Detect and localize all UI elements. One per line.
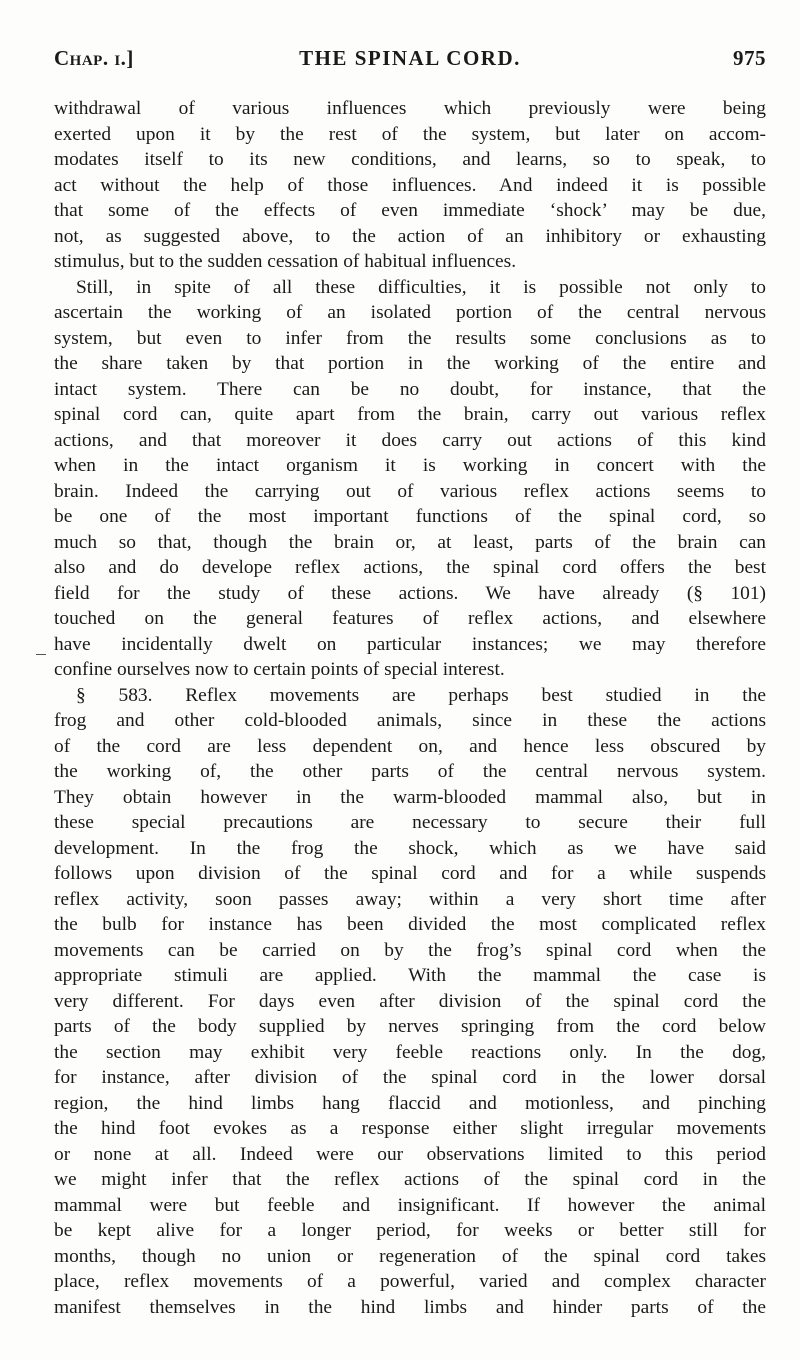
text-line: actions, and that moreover it does carry out actions of this kind [54, 429, 766, 451]
text-line: They obtain however in the warm-blooded mammal also, but in [54, 786, 766, 808]
text-line: have incidentally dwelt on particular instances; we may therefore [54, 633, 766, 655]
page-number: 975 [733, 46, 766, 70]
text-line: of the cord are less dependent on, and hence less obscured by [54, 735, 766, 757]
body-text [54, 96, 766, 1320]
text-line: place, reflex movements of a powerful, varied and complex character [54, 1271, 766, 1292]
text-line: the bulb for instance has been divided the most complicated reflex [54, 914, 766, 935]
chapter-label: Chap. i.] [54, 46, 134, 70]
text-line: parts of the body supplied by nerves springing from the cord below [54, 1016, 766, 1037]
margin-mark [36, 654, 46, 655]
text-line: we might infer that the reflex actions of the spinal cord in the [54, 1169, 766, 1190]
text-line: also and do develope reflex actions, the spinal cord offers the best [54, 557, 766, 578]
text-line: intact system. There can be no doubt, for instance, that the [54, 378, 766, 400]
text-line: touched on the general features of reflex actions, and elsewhere [54, 608, 766, 629]
text-line: exerted upon it by the rest of the system, but later on accom- [54, 123, 766, 145]
text-line: the working of, the other parts of the central nervous system. [54, 761, 766, 782]
text-line: development. In the frog the shock, which as we have said [54, 837, 766, 859]
text-line: the hind foot evokes as a response either slight irregular movements [54, 1118, 766, 1139]
text-line: manifest themselves in the hind limbs and hinder parts of the [54, 1296, 766, 1318]
text-line: mammal were but feeble and insignificant. If however the animal [54, 1194, 766, 1216]
text-line: act without the help of those influences. And indeed it is possible [54, 174, 766, 196]
text-line: field for the study of these actions. We have already (§ 101) [54, 582, 766, 604]
text-line: when in the intact organism it is working in concert with the [54, 455, 766, 476]
text-line: for instance, after division of the spinal cord in the lower dorsal [54, 1067, 766, 1088]
text-line: withdrawal of various influences which previously were being [54, 98, 766, 119]
text-line: months, though no union or regeneration of the spinal cord takes [54, 1245, 766, 1267]
text-line: very different. For days even after division of the spinal cord the [54, 990, 766, 1012]
text-line: be kept alive for a longer period, for weeks or better still for [54, 1220, 766, 1241]
text-line: region, the hind limbs hang flaccid and motionless, and pinching [54, 1092, 766, 1114]
text-line: confine ourselves now to certain points of special interest. [54, 659, 505, 680]
section-583-start: § 583. Reflex movements are perhaps best studied in the [76, 684, 766, 706]
text-line: brain. Indeed the carrying out of various reflex actions seems to [54, 480, 766, 502]
text-line: or none at all. Indeed were our observations limited to this period [54, 1143, 766, 1165]
text-line: stimulus, but to the sudden cessation of habitual influences. [54, 251, 517, 272]
text-line: spinal cord can, quite apart from the brain, carry out various reflex [54, 404, 766, 425]
text-line: ascertain the working of an isolated portion of the central nervous [54, 302, 766, 323]
text-line: system, but even to infer from the results some conclusions as to [54, 327, 766, 349]
text-line: be one of the most important functions of the spinal cord, so [54, 506, 766, 527]
text-line: frog and other cold-blooded animals, since in these the actions [54, 710, 766, 731]
text-line: movements can be carried on by the frog’s spinal cord when the [54, 939, 766, 961]
text-line: that some of the effects of even immediate ‘shock’ may be due, [54, 200, 766, 221]
page-title: THE SPINAL CORD. [299, 46, 521, 70]
running-head [54, 46, 766, 76]
text-line: not, as suggested above, to the action of an inhibitory or exhausting [54, 225, 766, 247]
text-line: the share taken by that portion in the working of the entire and [54, 353, 766, 374]
text-line: much so that, though the brain or, at least, parts of the brain can [54, 531, 766, 553]
text-line: these special precautions are necessary to secure their full [54, 812, 766, 833]
text-line: reflex activity, soon passes away; within a very short time after [54, 888, 766, 910]
text-line: modates itself to its new conditions, and learns, so to speak, to [54, 149, 766, 170]
text-line: appropriate stimuli are applied. With the mammal the case is [54, 965, 766, 986]
paragraph-start: Still, in spite of all these difficulties, it is possible not only to [76, 276, 766, 298]
text-line: the section may exhibit very feeble reactions only. In the dog, [54, 1041, 766, 1063]
text-line: follows upon division of the spinal cord and for a while suspends [54, 863, 766, 884]
